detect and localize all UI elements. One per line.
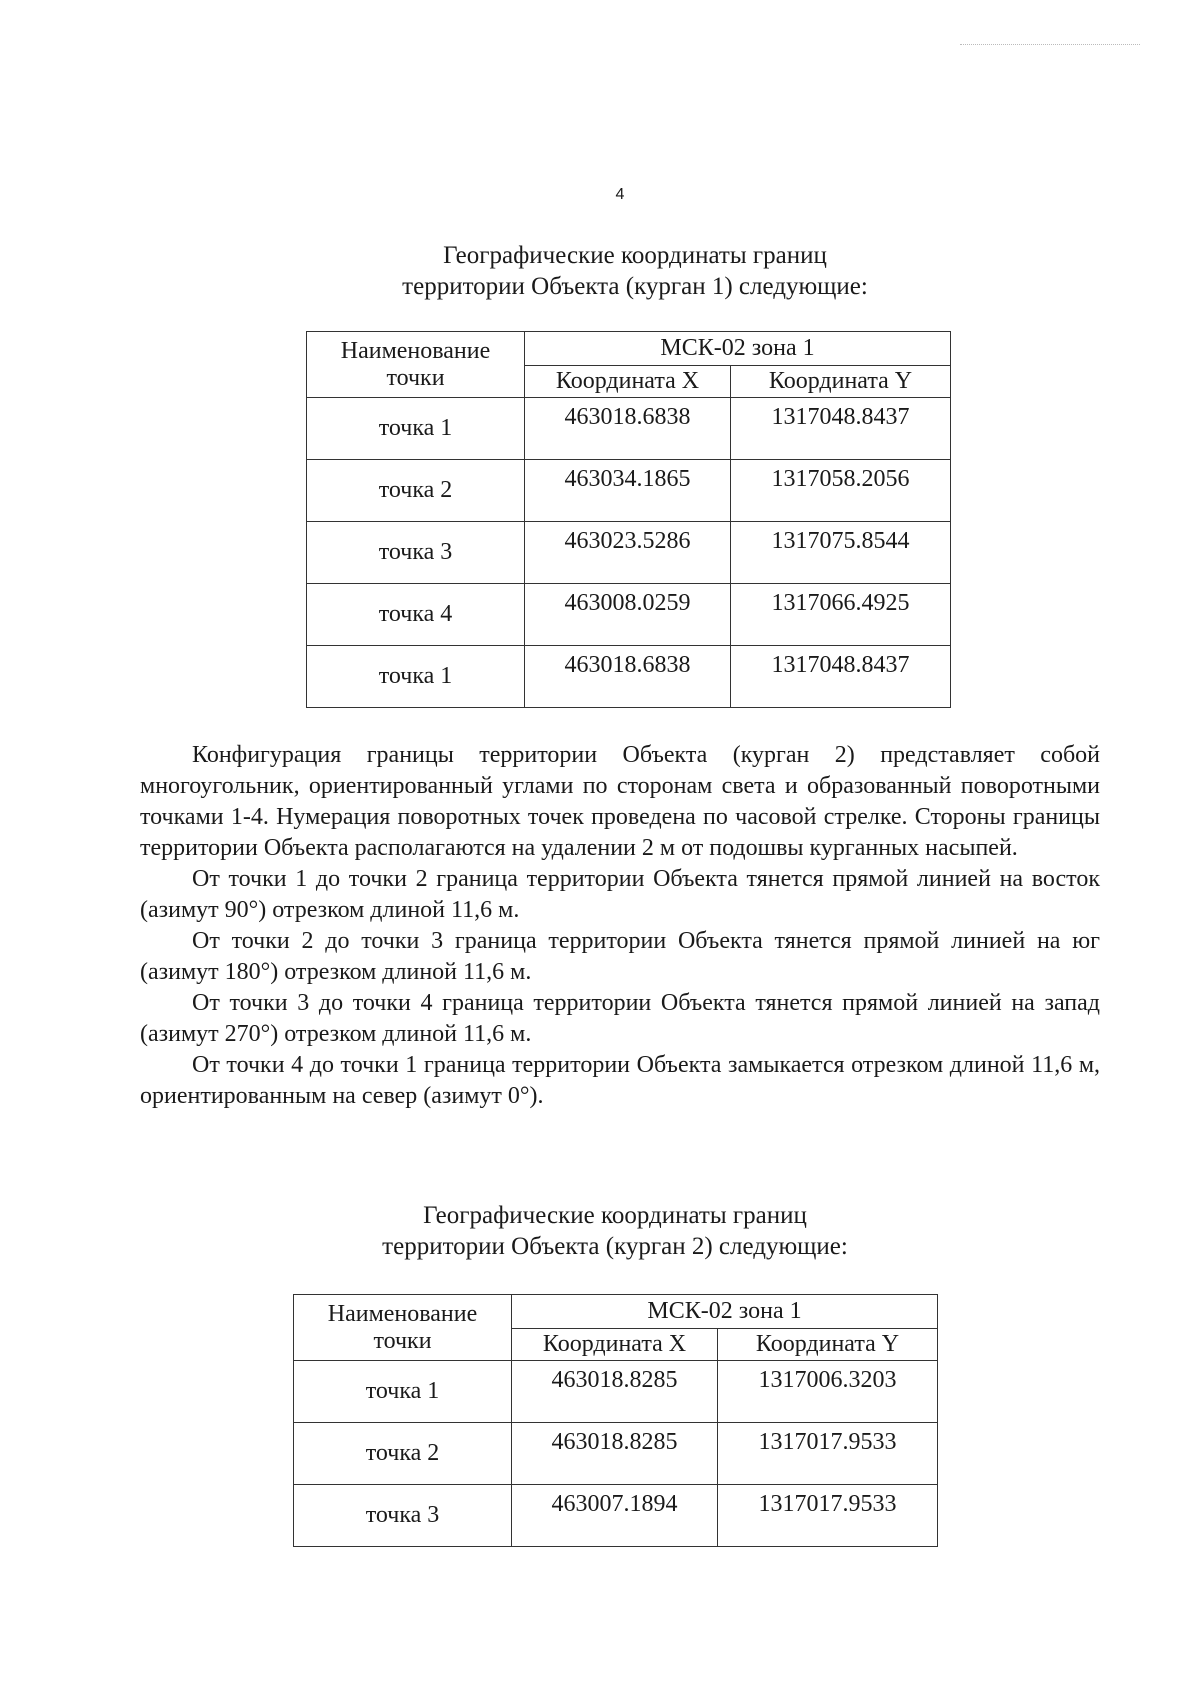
header-coord-x: Координата X xyxy=(525,366,731,398)
table2-caption xyxy=(0,1200,1200,1262)
header-line: Наименование xyxy=(340,337,491,364)
point-name: точка 1 xyxy=(307,646,525,708)
caption-line: территории Объекта (курган 1) следующие: xyxy=(402,273,868,300)
coord-y: 1317048.8437 xyxy=(731,646,951,708)
coordinates-table-kurgan-1 xyxy=(306,331,951,708)
caption-line: Географические координаты границ xyxy=(443,242,827,269)
table-row xyxy=(307,646,951,708)
table-row xyxy=(294,1485,938,1547)
paragraph: Конфигурация границы территории Объекта (курган 2) представляет собой многоугольник, ориентированный углами по сторонам света и образованный поворотными точками 1-4. Нумерация поворотных точек проведена по часовой стрелке. Стороны границы территории Объекта располагаются на удалении 2 м от подошвы курганных насыпей. xyxy=(140,742,1100,861)
coord-x: 463018.8285 xyxy=(512,1361,718,1423)
coord-x: 463018.8285 xyxy=(512,1423,718,1485)
table1-caption xyxy=(0,240,1200,302)
coordinates-table-kurgan-2 xyxy=(293,1294,938,1547)
coord-x: 463018.6838 xyxy=(525,398,731,460)
page-number: 4 xyxy=(615,186,625,203)
header-point-name xyxy=(307,332,525,398)
header-coord-y: Координата Y xyxy=(731,366,951,398)
table-row xyxy=(307,522,951,584)
point-name: точка 3 xyxy=(307,522,525,584)
coord-x: 463023.5286 xyxy=(525,522,731,584)
table-row xyxy=(294,1423,938,1485)
header-line: точки xyxy=(386,364,445,391)
description-text xyxy=(140,740,1100,1112)
point-name: точка 3 xyxy=(294,1485,512,1547)
point-name: точка 4 xyxy=(307,584,525,646)
header-coord-x: Координата X xyxy=(512,1329,718,1361)
coord-y: 1317017.9533 xyxy=(718,1423,938,1485)
coord-x: 463008.0259 xyxy=(525,584,731,646)
coord-y: 1317066.4925 xyxy=(731,584,951,646)
coord-y: 1317058.2056 xyxy=(731,460,951,522)
coord-x: 463018.6838 xyxy=(525,646,731,708)
caption-line: Географические координаты границ xyxy=(423,1202,807,1229)
point-name: точка 1 xyxy=(294,1361,512,1423)
caption-line: территории Объекта (курган 2) следующие: xyxy=(382,1233,848,1260)
header-point-name xyxy=(294,1295,512,1361)
header-line: Наименование xyxy=(327,1300,478,1327)
table-row xyxy=(307,584,951,646)
paragraph: От точки 1 до точки 2 граница территории Объекта тянется прямой линией на восток (азимут 90°) отрезком длиной 11,6 м. xyxy=(140,866,1100,923)
header-line: точки xyxy=(373,1327,432,1354)
point-name: точка 2 xyxy=(307,460,525,522)
paragraph: От точки 3 до точки 4 граница территории Объекта тянется прямой линией на запад (азимут 270°) отрезком длиной 11,6 м. xyxy=(140,990,1100,1047)
point-name: точка 2 xyxy=(294,1423,512,1485)
coord-y: 1317017.9533 xyxy=(718,1485,938,1547)
point-name: точка 1 xyxy=(307,398,525,460)
coord-y: 1317075.8544 xyxy=(731,522,951,584)
coord-y: 1317048.8437 xyxy=(731,398,951,460)
table-row xyxy=(307,398,951,460)
coord-x: 463034.1865 xyxy=(525,460,731,522)
paragraph: От точки 2 до точки 3 граница территории Объекта тянется прямой линией на юг (азимут 180°) отрезком длиной 11,6 м. xyxy=(140,928,1100,985)
coord-y: 1317006.3203 xyxy=(718,1361,938,1423)
paragraph: От точки 4 до точки 1 граница территории Объекта замыкается отрезком длиной 11,6 м, ориентированным на север (азимут 0°). xyxy=(140,1052,1100,1109)
table-row xyxy=(294,1361,938,1423)
header-coord-y: Координата Y xyxy=(718,1329,938,1361)
coord-x: 463007.1894 xyxy=(512,1485,718,1547)
header-coord-system: МСК-02 зона 1 xyxy=(512,1295,938,1329)
table-row xyxy=(307,460,951,522)
header-coord-system: МСК-02 зона 1 xyxy=(525,332,951,366)
scan-artifact xyxy=(960,44,1140,47)
